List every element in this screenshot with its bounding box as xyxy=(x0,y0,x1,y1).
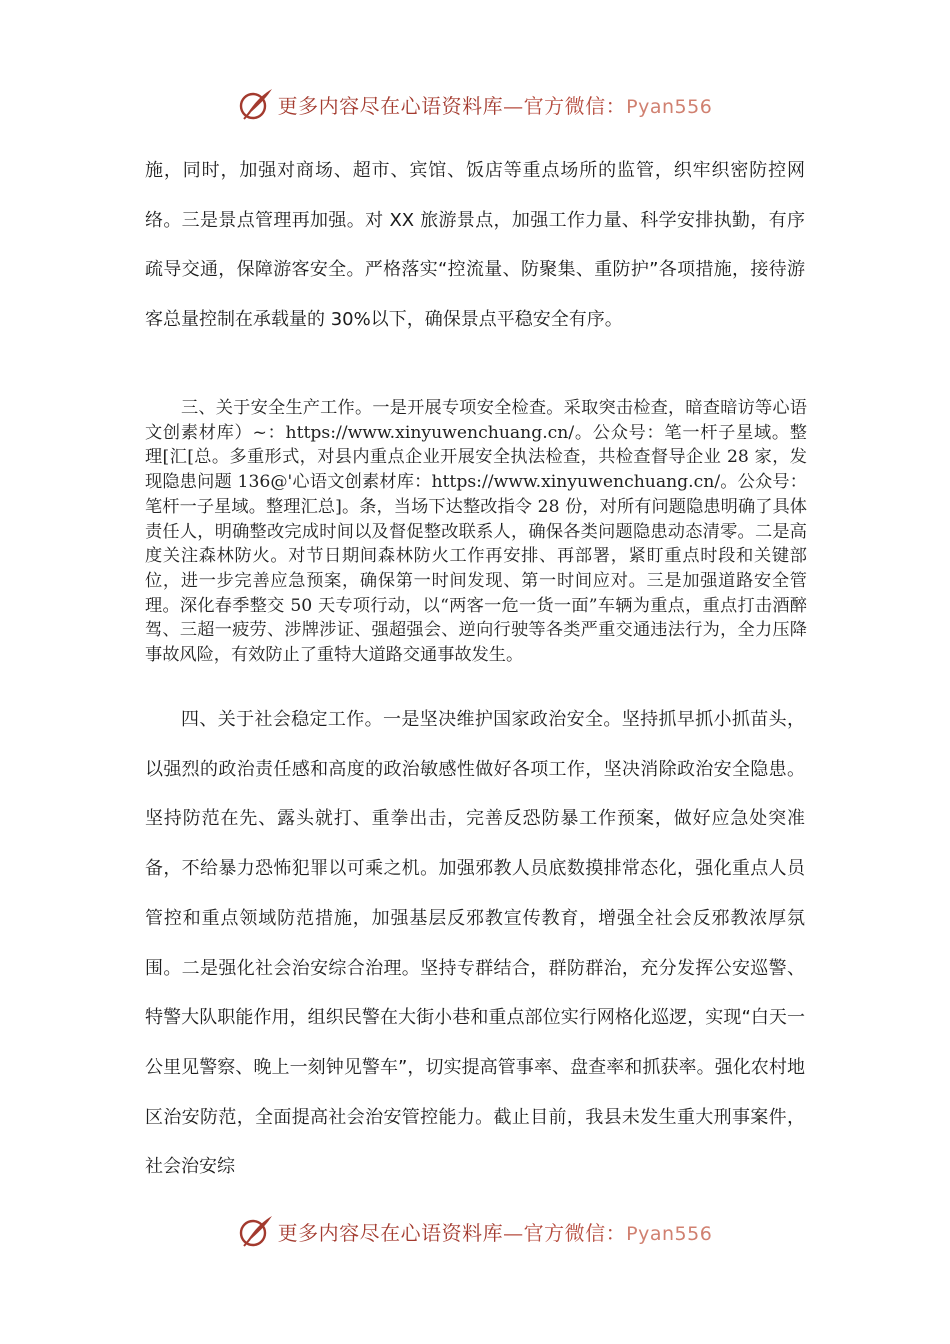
paragraph-epidemic-control-continued: 施，同时，加强对商场、超市、宾馆、饭店等重点场所的监管，织牢织密防控网络。三是景点管理再加强。对 XX 旅游景点，加强工作力量、科学安排执勤，有序疏导交通，保障游客安全。严格落实“控流量、防聚集、重防护”各项措施，接待游客总量控制在承载量的 30%以下，确保景点平稳安全有序。 xyxy=(145,160,805,331)
header-banner-text xyxy=(278,90,713,119)
paragraph-safety-production: 三、关于安全生产工作。一是开展专项安全检查。采取突击检查，暗查暗访等心语文创素材库）~：https://www.xinyuwenchuang.cn/。公众号：笔一杆子星域。整理[汇[总。多重形式，对县内重点企业开展安全执法检查，共检查督导企业 28 家，发现隐患问题 136@'心语文创素材库：https://www.xinyuwenchuang.cn/。公众号：笔杆一子星域。整理汇总]。条，当场下达整改指令 28 份，对所有问题隐患明确了具体责任人，明确整改完成时间以及督促整改联系人，确保各类问题隐患动态清零。二是高度关注森林防火。对节日期间森林防火工作再安排、再部署，紧盯重点时段和关键部位，进一步完善应急预案，确保第一时间发现、第一时间应对。三是加强道路安全管理。深化春季整交 50 天专项行动，以“两客一危一货一面”车辆为重点，重点打击酒醉驾、三超一疲劳、涉牌涉证、强超强会、逆向行驶等各类严重交通违法行为，全力压降事故风险，有效防止了重特大道路交通事故发生。 xyxy=(145,398,807,666)
footer-wechat-id: Pyan556 xyxy=(626,1222,713,1245)
header-brand: 更多内容尽在心语资料库 xyxy=(277,93,504,118)
footer-brand: 更多内容尽在心语资料库 xyxy=(277,1220,504,1245)
header-banner xyxy=(0,84,950,124)
footer-banner xyxy=(0,1211,950,1251)
header-dash: — xyxy=(503,93,524,118)
footer-dash: — xyxy=(503,1220,524,1245)
paragraph-social-stability: 四、关于社会稳定工作。一是坚决维护国家政治安全。坚持抓早抓小抓苗头，以强烈的政治责任感和高度的政治敏感性做好各项工作，坚决消除政治安全隐患。坚持防范在先、露头就打、重拳出击，完善反恐防暴工作预案，做好应急处突准备，不给暴力恐怖犯罪以可乘之机。加强邪教人员底数摸排常态化，强化重点人员管控和重点领域防范措施，加强基层反邪教宣传教育，增强全社会反邪教浓厚氛围。二是强化社会治安综合治理。坚持专群结合，群防群治，充分发挥公安巡警、特警大队职能作用，组织民警在大街小巷和重点部位实行网格化巡逻，实现“白天一公里见警察、晚上一刻钟见警车”，切实提高管事率、盘查率和抓获率。强化农村地区治安防范，全面提高社会治安管控能力。截止目前，我县未发生重大刑事案件，社会治安综 xyxy=(145,709,805,1178)
footer-wechat-label: 官方微信： xyxy=(523,1220,627,1245)
quill-logo-icon xyxy=(238,86,274,122)
header-wechat-id: Pyan556 xyxy=(626,95,713,118)
footer-banner-text xyxy=(278,1217,713,1246)
quill-logo-icon xyxy=(238,1213,274,1249)
header-wechat-label: 官方微信： xyxy=(523,93,627,118)
